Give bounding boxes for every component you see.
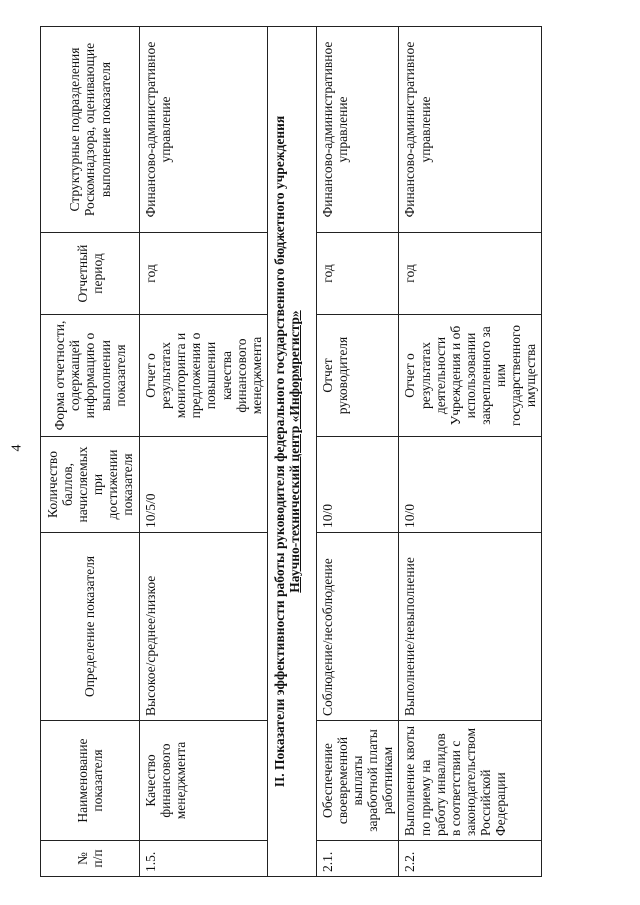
row-report-form: Отчет о результатах мониторинга и предложения о повышении качества финансового менеджмента — [140, 315, 268, 437]
row-report-form: Отчет руководителя — [316, 315, 399, 437]
row-num: 1.5. — [140, 841, 268, 877]
header-period: Отчетный период — [41, 233, 140, 315]
row-definition: Высокое/среднее/низкое — [140, 533, 268, 721]
rotated-page-content — [40, 27, 600, 877]
header-units: Структурные подразделения Роскомнадзора, оценивающие выполнение показателя — [41, 27, 140, 233]
section-heading — [267, 27, 316, 877]
row-points: 10/0 — [316, 437, 399, 533]
row-unit: Финансово-административное управление — [399, 27, 542, 233]
table-row — [316, 27, 399, 877]
row-unit: Финансово-административное управление — [316, 27, 399, 233]
header-points: Количество баллов, начисляемых при достижении показателя — [41, 437, 140, 533]
row-period: год — [140, 233, 268, 315]
row-name: Выполнение квоты по приему на работу инвалидов в соответствии с законодательством Российской Федерации — [399, 721, 542, 841]
row-name: Обеспечение своевременной выплаты заработной платы работникам — [316, 721, 399, 841]
row-report-form: Отчет о результатах деятельности Учреждения и об использовании закрепленного за ним государственного имущества — [399, 315, 542, 437]
row-period: год — [316, 233, 399, 315]
section-heading-line1: II. Показатели эффективности работы руководителя федерального государственного бюджетного учреждения — [271, 115, 287, 788]
row-points: 10/5/0 — [140, 437, 268, 533]
row-num: 2.2. — [399, 841, 542, 877]
section-heading-line2: Научно-технический центр «Информрегистр» — [286, 310, 302, 593]
row-points: 10/0 — [399, 437, 542, 533]
header-name: Наименование показателя — [41, 721, 140, 841]
row-name: Качество финансового менеджмента — [140, 721, 268, 841]
table-row — [140, 27, 268, 877]
header-report-form: Форма отчетности, содержащей информацию о выполнении показателя — [41, 315, 140, 437]
table-header-row — [41, 27, 140, 877]
row-definition: Выполнение/невыполнение — [399, 533, 542, 721]
table-row — [399, 27, 542, 877]
section-heading-row — [267, 27, 316, 877]
row-definition: Соблюдение/несоблюдение — [316, 533, 399, 721]
header-num: № п/п — [41, 841, 140, 877]
row-num: 2.1. — [316, 841, 399, 877]
indicators-table — [40, 26, 542, 877]
header-definition: Определение показателя — [41, 533, 140, 721]
row-unit: Финансово-административное управление — [140, 27, 268, 233]
row-period: год — [399, 233, 542, 315]
page-number: 4 — [9, 444, 25, 452]
